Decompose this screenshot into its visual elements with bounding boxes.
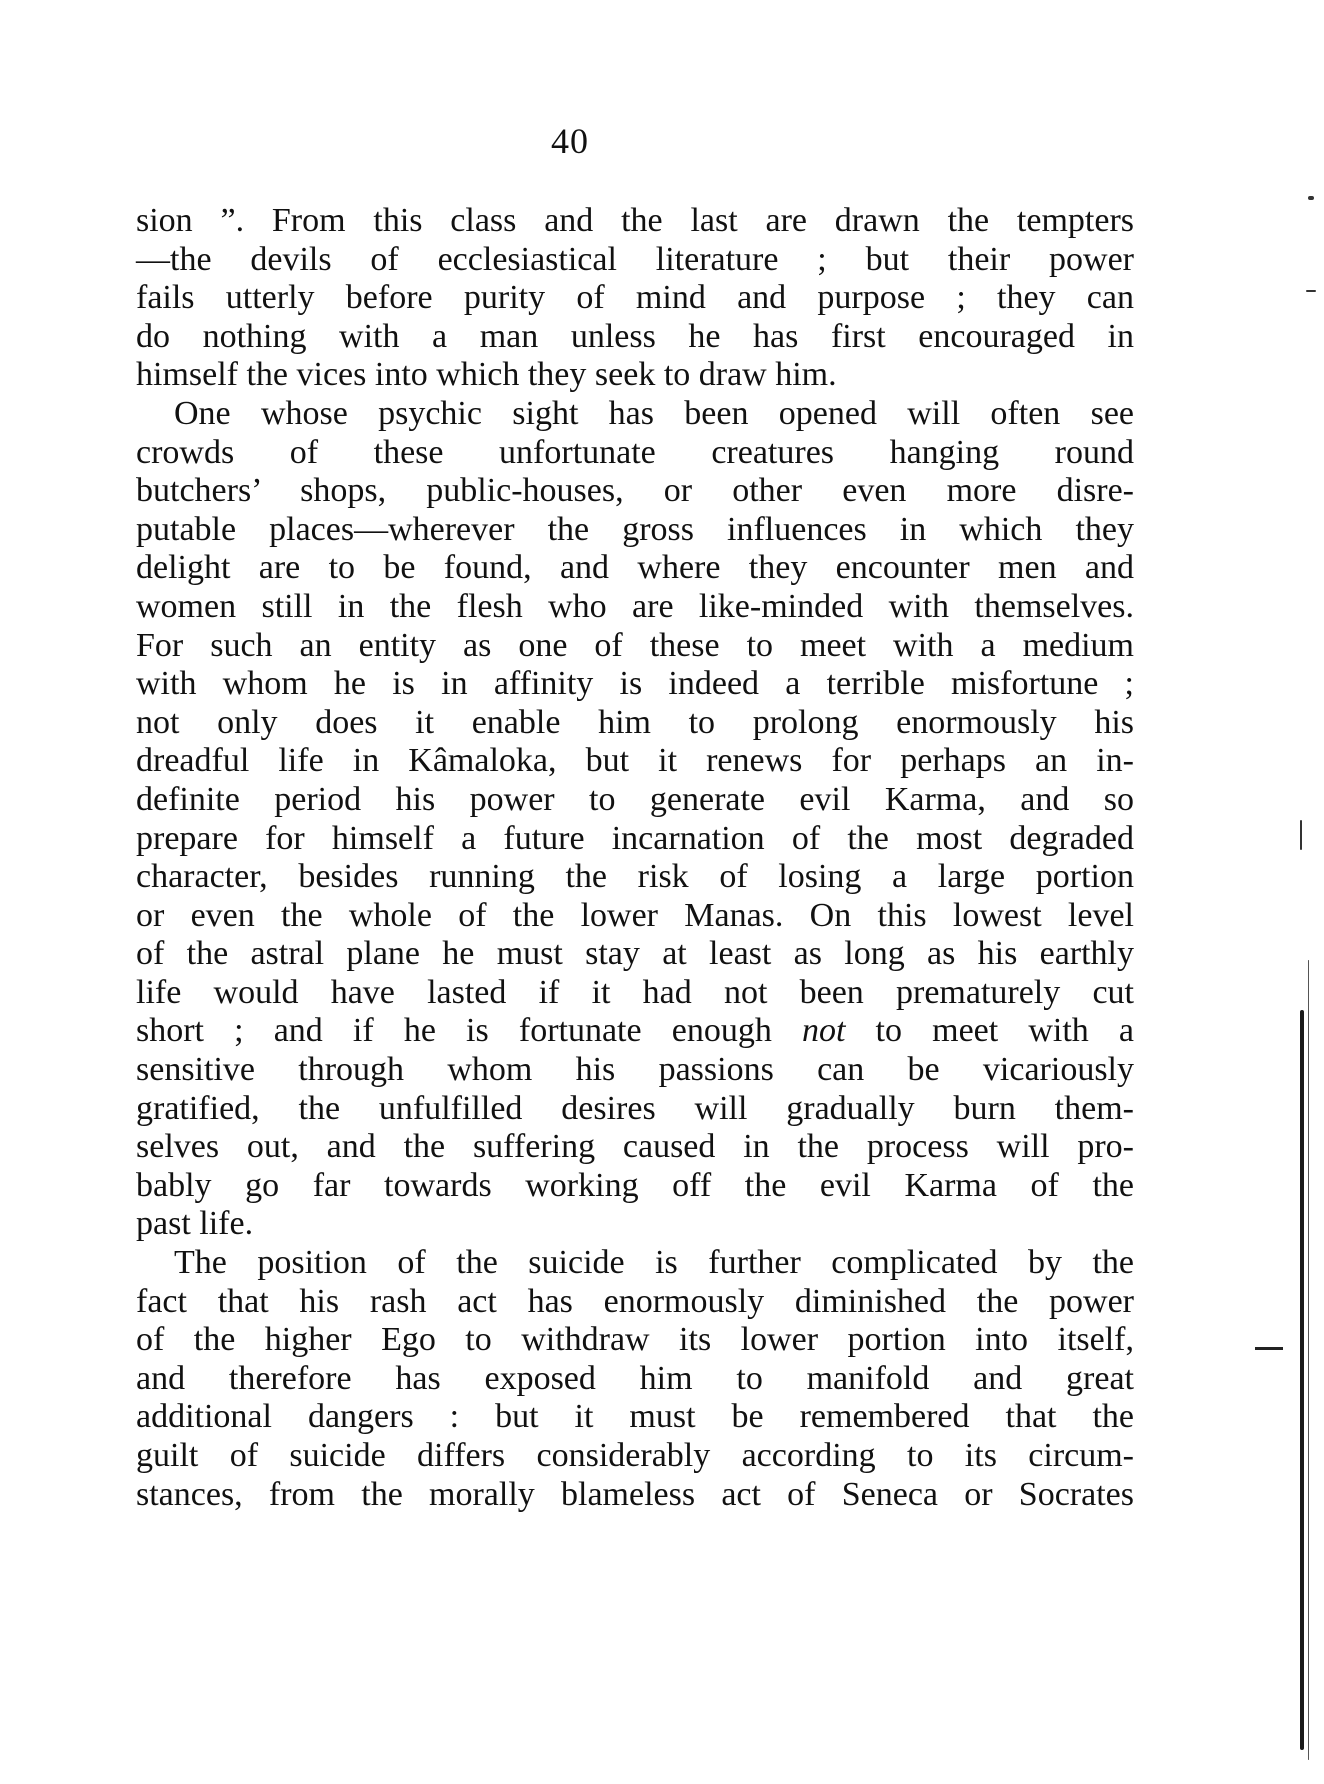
text-line: with whom he is in affinity is indeed a terrible misfortune ; (136, 665, 1134, 703)
page-edge-shadow (1308, 960, 1309, 1760)
paragraph-start-line: One whose psychic sight has been opened will often see (174, 394, 1134, 432)
text-line: gratified, the unfulfilled desires will gradually burn them- (136, 1089, 1134, 1127)
text-line: himself the vices into which they seek to draw him. (136, 356, 837, 394)
text-line: definite period his power to generate evil Karma, and so (136, 780, 1134, 818)
text-line: butchers’ shops, public-houses, or other even more disre- (136, 472, 1134, 510)
page-number: 40 (551, 121, 589, 161)
text-line: of the higher Ego to withdraw its lower portion into itself, (136, 1321, 1134, 1359)
text-line: additional dangers : but it must be remembered that the (136, 1398, 1134, 1436)
text-line: dreadful life in Kâmaloka, but it renews for perhaps an in- (136, 742, 1134, 780)
text-line: delight are to be found, and where they encounter men and (136, 549, 1134, 587)
page-edge-binding (1300, 1010, 1304, 1750)
scan-artifact-mark (1308, 196, 1314, 200)
text-line: or even the whole of the lower Manas. On this lowest level (136, 896, 1134, 934)
scan-artifact-mark (1306, 290, 1316, 292)
text-line: women still in the flesh who are like-minded with themselves. (136, 587, 1134, 625)
text-segment: to meet with a (845, 1012, 1134, 1050)
text-line: do nothing with a man unless he has first encouraged in (136, 317, 1134, 355)
text-line: of the astral plane he must stay at least as long as his earthly (136, 935, 1134, 973)
text-line: crowds of these unfortunate creatures hanging round (136, 433, 1134, 471)
body-text (136, 202, 1134, 1514)
text-segment: short ; and if he is fortunate enough (136, 1012, 802, 1050)
text-line: guilt of suicide differs considerably according to its circum- (136, 1437, 1134, 1474)
text-line: fails utterly before purity of mind and purpose ; they can (136, 279, 1134, 317)
text-line: —the devils of ecclesiastical literature ; but their power (136, 240, 1134, 278)
emphasis-not: not (801, 1012, 846, 1050)
text-line: stances, from the morally blameless act of Seneca or Socrates (136, 1475, 1134, 1513)
scan-artifact-mark (1300, 820, 1302, 850)
text-line: character, besides running the risk of losing a large portion (136, 858, 1134, 896)
text-line-with-emphasis (136, 1012, 1134, 1051)
paragraph-start-line: The position of the suicide is further complicated by the (174, 1244, 1134, 1282)
text-line: bably go far towards working off the evil Karma of the (136, 1166, 1134, 1204)
text-line: putable places—wherever the gross influences in which they (136, 510, 1134, 548)
text-line: selves out, and the suffering caused in the process will pro- (136, 1128, 1134, 1166)
text-line: sion ”. From this class and the last are drawn the tempters (136, 202, 1134, 239)
text-line: prepare for himself a future incarnation of the most degraded (136, 819, 1134, 857)
text-line: past life. (136, 1205, 254, 1243)
scan-artifact-dash (1255, 1347, 1283, 1350)
text-line: fact that his rash act has enormously diminished the power (136, 1282, 1134, 1320)
text-line: not only does it enable him to prolong enormously his (136, 703, 1134, 741)
text-line: life would have lasted if it had not been prematurely cut (136, 973, 1134, 1011)
text-line: For such an entity as one of these to meet with a medium (136, 626, 1134, 664)
text-line: sensitive through whom his passions can be vicariously (136, 1051, 1134, 1089)
text-line: and therefore has exposed him to manifold and great (136, 1359, 1134, 1397)
